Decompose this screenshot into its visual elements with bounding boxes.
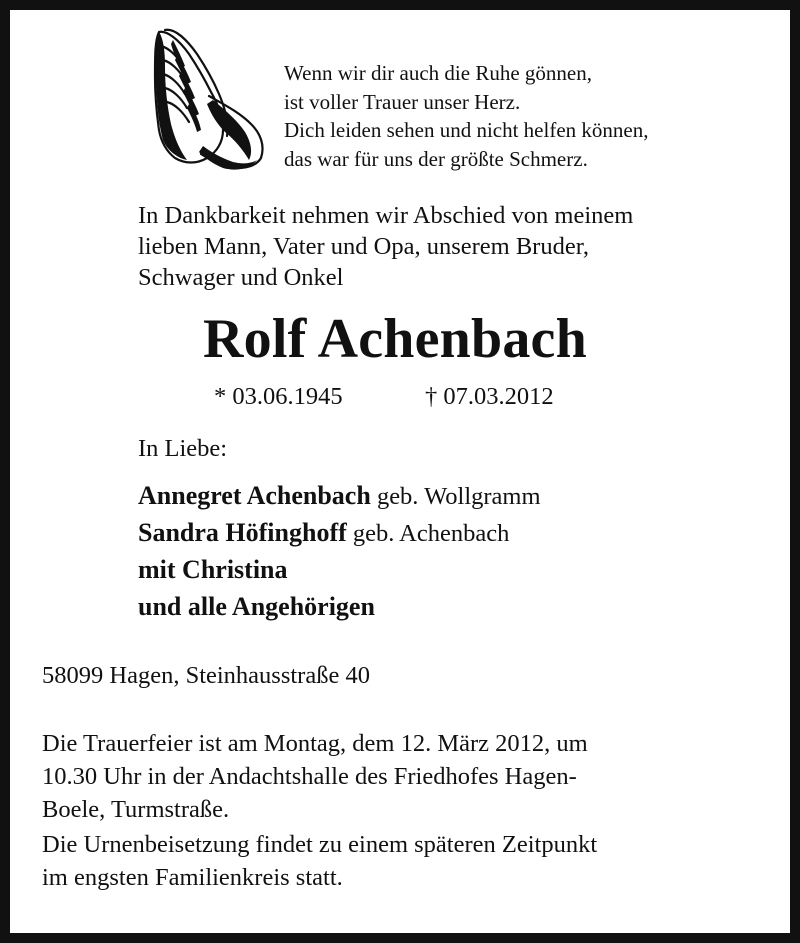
- burial-line: Die Urnenbeisetzung findet zu einem späteren Zeitpunkt: [42, 831, 598, 858]
- intro-line: lieben Mann, Vater und Opa, unserem Bruder,: [138, 233, 590, 260]
- poem-line: ist voller Trauer unser Herz.: [284, 89, 521, 114]
- mourner-entry: [138, 515, 541, 552]
- mourner-name: mit Christina: [138, 555, 288, 584]
- burial-line: im engsten Familienkreis statt.: [42, 864, 343, 891]
- ceremony-info: [42, 727, 588, 826]
- burial-info: [42, 828, 597, 894]
- poem-line: Dich leiden sehen und nicht helfen können,: [284, 118, 649, 142]
- poem-line: das war für uns der größte Schmerz.: [284, 146, 588, 171]
- death-date: † 07.03.2012: [425, 383, 554, 410]
- poem: [284, 59, 648, 173]
- mourners-heading: In Liebe:: [138, 435, 228, 462]
- ceremony-line: 10.30 Uhr in der Andachtshalle des Friedhofes Hagen-: [42, 763, 577, 790]
- mourner-name: Sandra Höfinghoff: [138, 518, 347, 547]
- intro-line: In Dankbarkeit nehmen wir Abschied von meinem: [138, 202, 634, 229]
- address: 58099 Hagen, Steinhausstraße 40: [42, 662, 370, 689]
- mourner-entry: [138, 589, 541, 626]
- mourner-note: geb. Wollgramm: [370, 483, 541, 510]
- mourner-name: und alle Angehörigen: [138, 592, 375, 621]
- praying-hands-icon: [147, 26, 267, 172]
- ceremony-line: Boele, Turmstraße.: [42, 796, 230, 823]
- mourner-entry: [138, 552, 541, 589]
- birth-date: * 03.06.1945: [214, 383, 343, 410]
- intro-line: Schwager und Onkel: [138, 264, 344, 291]
- mourner-entry: [138, 478, 541, 515]
- poem-line: Wenn wir dir auch die Ruhe gönnen,: [284, 61, 592, 85]
- intro-text: [138, 200, 633, 293]
- mourner-name: Annegret Achenbach: [138, 481, 371, 510]
- ceremony-line: Die Trauerfeier ist am Montag, dem 12. März 2012, um: [42, 730, 588, 757]
- mourner-note: geb. Achenbach: [346, 520, 510, 547]
- mourners-list: [138, 478, 541, 626]
- deceased-name: Rolf Achenbach: [203, 308, 587, 370]
